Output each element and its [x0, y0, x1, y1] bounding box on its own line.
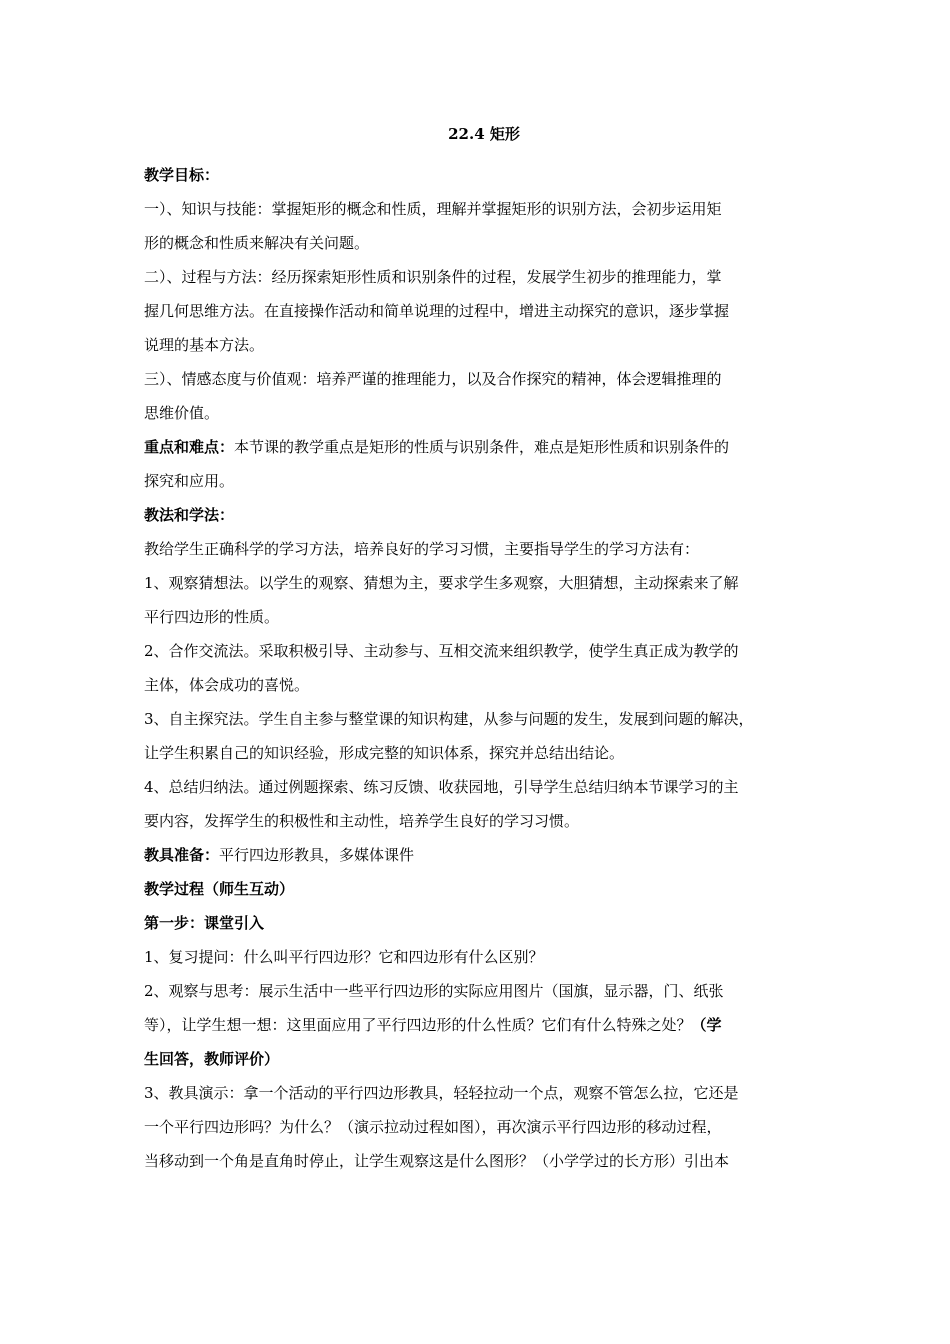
goals-heading: 教学目标： — [144, 166, 220, 184]
step1-item1: 1、复习提问：什么叫平行四边形？它和四边形有什么区别？ — [144, 948, 544, 966]
step1-item3-line3: 当移动到一个角是直角时停止，让学生观察这是什么图形？（小学学过的长方形）引出本 — [144, 1152, 730, 1170]
keypoints-line2: 探究和应用。 — [144, 472, 235, 490]
step1-item3-line1: 3、教具演示：拿一个活动的平行四边形教具，轻轻拉动一个点，观察不管怎么拉，它还是 — [144, 1084, 739, 1102]
goal1-line1: 一）、知识与技能：掌握矩形的概念和性质，理解并掌握矩形的识别方法，会初步运用矩 — [144, 200, 722, 218]
step1-item2-text: 等），让学生想一想：这里面应用了平行四边形的什么性质？它们有什么特殊之处？ — [144, 1016, 692, 1034]
tools-line — [144, 838, 824, 872]
methods-heading: 教法和学法： — [144, 506, 235, 524]
method4-line1: 4、总结归纳法。通过例题探索、练习反馈、收获园地，引导学生总结归纳本节课学习的主 — [144, 778, 739, 796]
step1-heading: 第一步：课堂引入 — [144, 914, 265, 932]
method2-line1: 2、合作交流法。采取积极引导、主动参与、互相交流来组织教学，使学生真正成为教学的 — [144, 642, 739, 660]
process-heading: 教学过程（师生互动） — [144, 880, 295, 898]
step1-item2-line2 — [144, 1008, 824, 1042]
document-page — [144, 124, 824, 1178]
goal2-line1: 二）、过程与方法：经历探索矩形性质和识别条件的过程，发展学生初步的推理能力，掌 — [144, 268, 722, 286]
goal1-line2: 形的概念和性质来解决有关问题。 — [144, 234, 370, 252]
goal2-line2: 握几何思维方法。在直接操作活动和简单说理的过程中，增进主动探究的意识，逐步掌握 — [144, 302, 730, 320]
keypoints-label: 重点和难点： — [144, 438, 235, 456]
keypoints-text1: 本节课的教学重点是矩形的性质与识别条件，难点是矩形性质和识别条件的 — [234, 438, 730, 456]
tools-label: 教具准备： — [144, 846, 220, 864]
method2-line2: 主体，体会成功的喜悦。 — [144, 676, 310, 694]
tools-text: 平行四边形教具，多媒体课件 — [219, 846, 415, 864]
goal3-line1: 三）、情感态度与价值观：培养严谨的推理能力，以及合作探究的精神，体会逻辑推理的 — [144, 370, 722, 388]
method3-line2: 让学生积累自己的知识经验，形成完整的知识体系，探究并总结出结论。 — [144, 744, 625, 762]
step1-item2-line1: 2、观察与思考：展示生活中一些平行四边形的实际应用图片（国旗，显示器，门、纸张 — [144, 982, 724, 1000]
goal2-line3: 说理的基本方法。 — [144, 336, 265, 354]
step1-item2-bold: （学 — [691, 1016, 722, 1034]
document-title: 22.4 矩形 — [448, 125, 520, 143]
method3-line1: 3、自主探究法。学生自主参与整堂课的知识构建，从参与问题的发生，发展到问题的解决， — [144, 710, 754, 728]
step1-item2-line3: 生回答，教师评价） — [144, 1050, 280, 1068]
method1-line2: 平行四边形的性质。 — [144, 608, 280, 626]
goal3-line2: 思维价值。 — [144, 404, 220, 422]
method1-line1: 1、观察猜想法。以学生的观察、猜想为主，要求学生多观察，大胆猜想，主动探索来了解 — [144, 574, 739, 592]
method4-line2: 要内容，发挥学生的积极性和主动性，培养学生良好的学习习惯。 — [144, 812, 580, 830]
methods-intro: 教给学生正确科学的学习方法，培养良好的学习习惯，主要指导学生的学习方法有： — [144, 540, 700, 558]
keypoints-line1 — [144, 430, 824, 464]
step1-item3-line2: 一个平行四边形吗？为什么？（演示拉动过程如图），再次演示平行四边形的移动过程， — [144, 1118, 722, 1136]
